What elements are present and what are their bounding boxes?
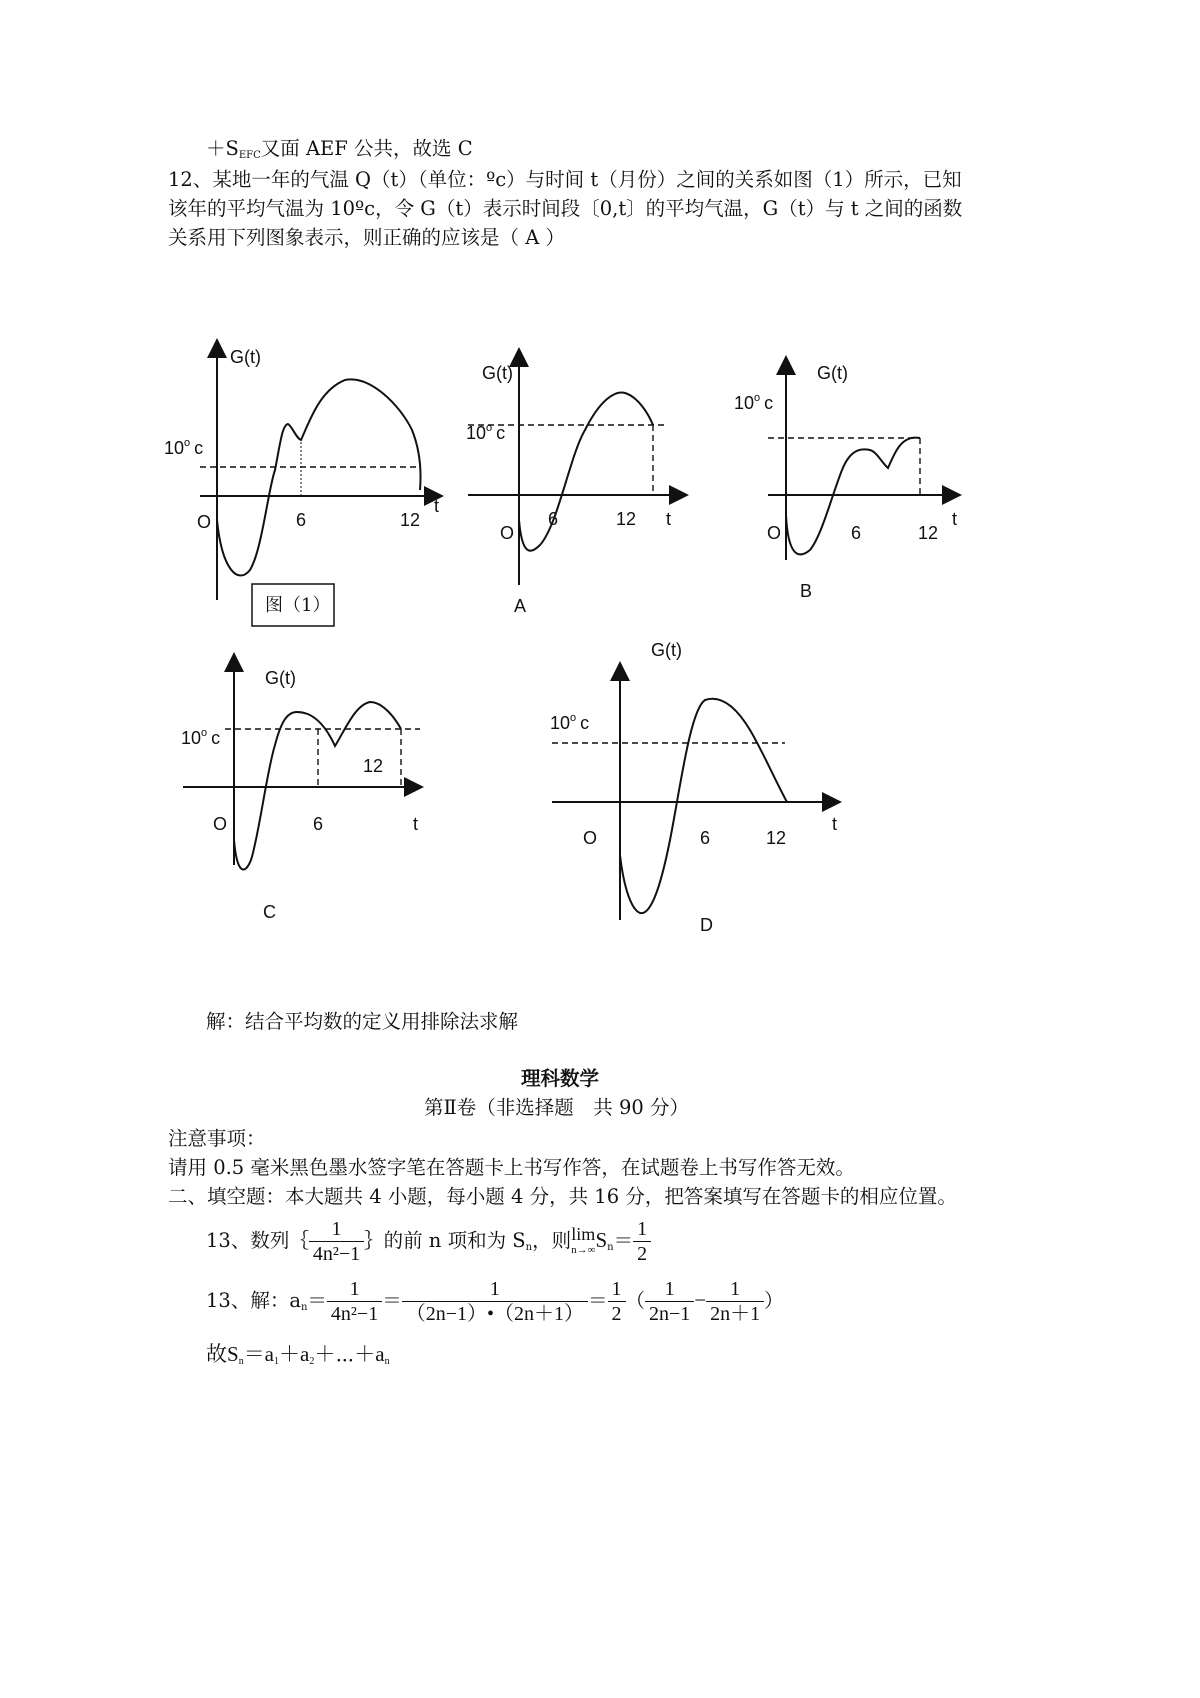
tick-12: 12 bbox=[616, 509, 637, 529]
q12-line2: 该年的平均气温为 10ºc，令 G（t）表示时间段〔0,t〕的平均气温，G（t）与 t 之间的函数 bbox=[168, 197, 963, 220]
sum-a-sub: n bbox=[238, 1356, 244, 1367]
sum-line bbox=[206, 1340, 390, 1376]
q13-then: ，则 bbox=[532, 1229, 572, 1252]
sol13-f5-num: 1 bbox=[706, 1277, 764, 1302]
part2-text: 二、填空题：本大题共 4 小题，每小题 4 分，共 16 分，把答案填写在答题卡的相应位置。 bbox=[168, 1185, 957, 1208]
q13-lim-under: n→∞ bbox=[571, 1243, 596, 1256]
caption: D bbox=[700, 915, 713, 935]
q12-line1: 12、某地一年的气温 Q（t）（单位：ºc）与时间 t（月份）之间的关系如图（1）所示，已知 bbox=[168, 168, 962, 191]
sol13-f3-den: 2 bbox=[611, 1303, 622, 1325]
notice-head: 注意事项： bbox=[168, 1127, 266, 1150]
sol13-line bbox=[206, 1272, 784, 1336]
top-line bbox=[206, 135, 473, 170]
q13-frac-den: 4n²−1 bbox=[312, 1243, 361, 1265]
sol13-frac4 bbox=[645, 1277, 694, 1326]
sol13-frac2 bbox=[402, 1277, 588, 1326]
q13-limit bbox=[571, 1223, 596, 1258]
caption: C bbox=[263, 902, 276, 922]
graph-B bbox=[720, 355, 980, 605]
sol13-minus: − bbox=[694, 1288, 707, 1312]
graph-A bbox=[460, 345, 710, 620]
ten-label: 10$^o$ c bbox=[466, 422, 506, 443]
tick-6: 6 bbox=[851, 523, 862, 543]
graph-C bbox=[175, 650, 445, 930]
tick-12: 12 bbox=[363, 756, 384, 776]
q13-frac-num: 1 bbox=[309, 1217, 364, 1242]
sol13-frac1 bbox=[327, 1277, 382, 1326]
q13-eq: ＝ bbox=[613, 1229, 634, 1252]
t-label: t bbox=[832, 814, 838, 834]
sol13-prefix: 13、解：a bbox=[206, 1289, 301, 1312]
sum-b: ＝a bbox=[243, 1342, 275, 1366]
sol13-eq2: ＝ bbox=[382, 1289, 402, 1312]
graph-D bbox=[540, 630, 860, 940]
sol13-frac5 bbox=[706, 1277, 764, 1326]
origin-label: O bbox=[197, 512, 212, 532]
sum-d: ＋⋯＋a bbox=[314, 1342, 385, 1366]
ten-label: 10$^o$ c bbox=[734, 392, 774, 413]
t-label: t bbox=[666, 509, 672, 529]
graph-figure1 bbox=[150, 330, 460, 640]
origin-label: O bbox=[583, 828, 598, 848]
tick-12: 12 bbox=[918, 523, 939, 543]
sol13-f4-den: 2n−1 bbox=[649, 1303, 691, 1325]
t-label: t bbox=[413, 814, 419, 834]
top-line-prefix: ＋S bbox=[206, 137, 239, 160]
ten-label: 10$^o$ c bbox=[550, 712, 590, 733]
q13-fraction bbox=[309, 1217, 364, 1266]
q13-mid-sub: n bbox=[525, 1242, 533, 1253]
origin-label: O bbox=[213, 814, 228, 834]
sol13-eq1: ＝ bbox=[307, 1289, 327, 1312]
sol13-open: （ bbox=[625, 1289, 646, 1312]
q13-S-sub: n bbox=[607, 1242, 614, 1253]
notice-text: 请用 0.5 毫米黑色墨水签字笔在答题卡上书写作答，在试题卷上书写作答无效。 bbox=[168, 1156, 855, 1179]
origin-label: O bbox=[500, 523, 515, 543]
sol13-f2-den: （2n−1）•（2n＋1） bbox=[405, 1303, 584, 1325]
q13-S: S bbox=[595, 1228, 608, 1252]
sol13-close: ） bbox=[764, 1289, 784, 1312]
sol13-f2-num: 1 bbox=[402, 1277, 588, 1302]
sol13-f1-den: 4n²−1 bbox=[330, 1303, 379, 1325]
ten-label: 10$^o$ c bbox=[164, 437, 204, 458]
tick-12: 12 bbox=[766, 828, 787, 848]
q13-ans-num: 1 bbox=[633, 1217, 651, 1242]
q13-answer bbox=[633, 1217, 651, 1266]
caption: 图（1） bbox=[265, 595, 331, 616]
curve bbox=[620, 699, 787, 913]
q13-ans-den: 2 bbox=[637, 1243, 648, 1265]
q13-lim: lim bbox=[571, 1223, 596, 1244]
tick-6: 6 bbox=[548, 509, 559, 529]
top-line-sub: EFC bbox=[238, 150, 261, 161]
curve bbox=[234, 702, 401, 870]
sol13-f3-num: 1 bbox=[608, 1277, 626, 1302]
q13-line bbox=[206, 1212, 651, 1276]
sum-d-sub: n bbox=[384, 1356, 390, 1367]
sum-b-sub: 1 bbox=[274, 1356, 280, 1367]
origin-label: O bbox=[767, 523, 782, 543]
tick-6: 6 bbox=[700, 828, 711, 848]
section-title: 理科数学 bbox=[521, 1067, 600, 1090]
sol13-frac3 bbox=[608, 1277, 626, 1326]
ylabel: G(t) bbox=[651, 640, 682, 660]
q13-prefix: 13、数列｛ bbox=[206, 1229, 309, 1252]
ten-label: 10$^o$ c bbox=[181, 727, 221, 748]
sum-a: 故S bbox=[206, 1342, 239, 1366]
tick-6: 6 bbox=[313, 814, 324, 834]
top-line-rest: 又面 AEF 公共，故选 C bbox=[260, 137, 473, 160]
sol13-eq3: ＝ bbox=[588, 1289, 608, 1312]
tick-6: 6 bbox=[296, 510, 307, 530]
caption: B bbox=[800, 581, 813, 601]
t-label: t bbox=[952, 509, 958, 529]
tick-12: 12 bbox=[400, 510, 421, 530]
ylabel: G(t) bbox=[265, 668, 296, 688]
sum-c-sub: 2 bbox=[309, 1356, 315, 1367]
sol13-f4-num: 1 bbox=[645, 1277, 694, 1302]
ylabel: G(t) bbox=[817, 363, 848, 383]
solution12: 解：结合平均数的定义用排除法求解 bbox=[206, 1010, 519, 1033]
sol13-f1-num: 1 bbox=[327, 1277, 382, 1302]
q13-mid: ｝的前 n 项和为 S bbox=[364, 1229, 526, 1252]
sum-c: ＋a bbox=[279, 1342, 310, 1366]
sol13-prefix-sub: n bbox=[300, 1302, 308, 1313]
sol13-f5-den: 2n＋1 bbox=[710, 1303, 761, 1325]
section-subtitle: 第Ⅱ卷（非选择题 共 90 分） bbox=[424, 1096, 689, 1119]
t-label: t bbox=[434, 496, 440, 516]
caption: A bbox=[514, 596, 527, 616]
ylabel: G(t) bbox=[482, 363, 513, 383]
curve bbox=[217, 379, 421, 575]
q12-line3: 关系用下列图象表示，则正确的应该是（ A ） bbox=[168, 226, 565, 249]
ylabel: G(t) bbox=[230, 347, 261, 367]
